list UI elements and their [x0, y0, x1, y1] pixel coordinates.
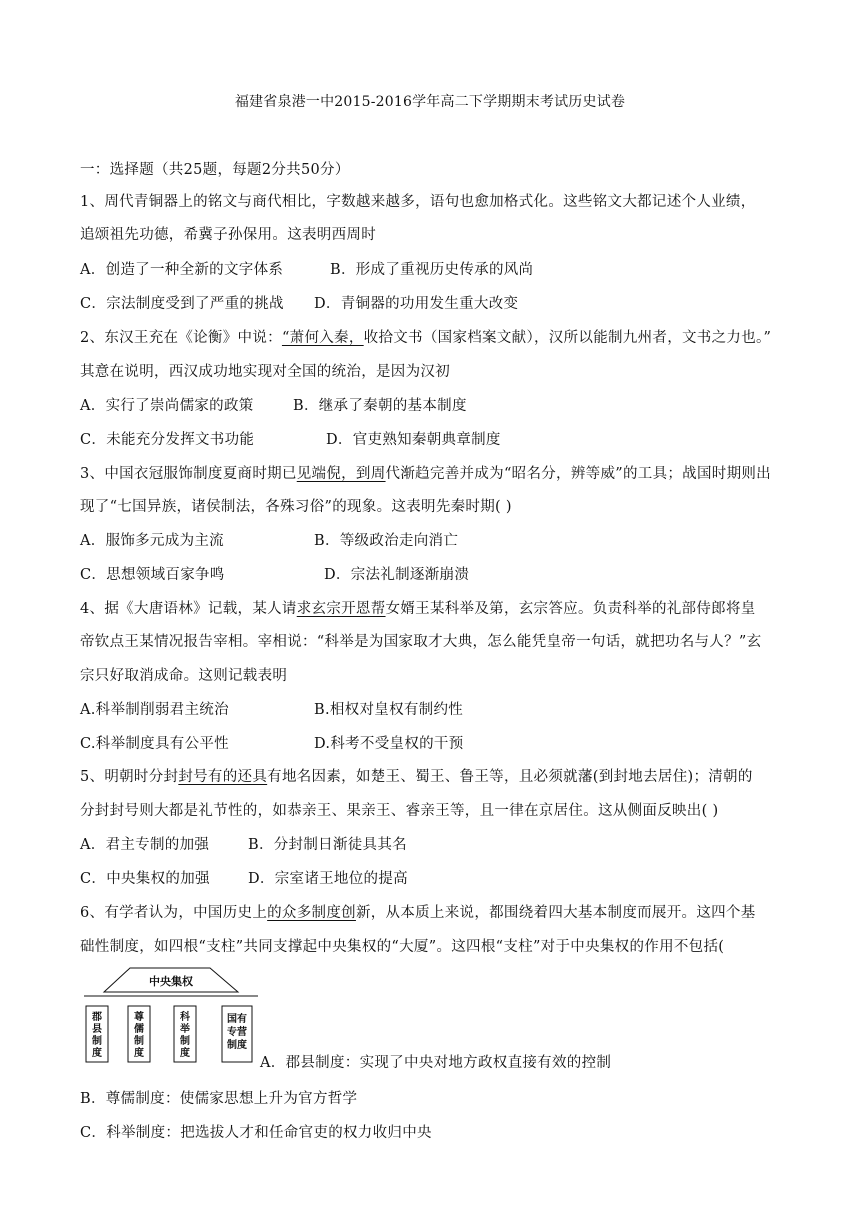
q4-option-b: B.相权对皇权有制约性 — [314, 702, 464, 718]
pillar-3-char: 科 — [180, 1012, 190, 1023]
q2-stem-line1 — [80, 328, 780, 348]
pillar-4-chars: 专营 — [227, 1027, 247, 1038]
pillar-1-char: 制 — [92, 1036, 102, 1047]
exam-title: 福建省泉港一中2015-2016学年高二下学期期末考试历史试卷 — [234, 94, 626, 110]
q1-option-a: A．创造了一种全新的文字体系 — [80, 262, 284, 278]
q4-stem-line3: 宗只好取消成命。这则记载表明 — [80, 668, 288, 684]
pillar-2-char: 制 — [134, 1036, 144, 1047]
q2-text-pre: 2、东汉王充在《论衡》中说： — [80, 330, 282, 346]
q4-stem-line1 — [80, 599, 780, 619]
pillar-4-chars: 国有 — [227, 1014, 247, 1025]
pillar-1-char: 度 — [92, 1048, 102, 1059]
q6-option-b: B．尊儒制度：使儒家思想上升为官方哲学 — [80, 1091, 358, 1107]
central-power-diagram-svg — [80, 966, 260, 1072]
q3-option-b: B．等级政治走向消亡 — [314, 533, 459, 549]
q4-stem-line2: 帝钦点王某情况报告宰相。宰相说：“科举是为国家取才大典，怎么能凭皇帝一句话，就把功名与人？”玄 — [80, 634, 762, 650]
pillar-2-char: 儒 — [134, 1024, 144, 1035]
q6-option-c: C．科举制度：把选拔人才和任命官吏的权力收归中央 — [80, 1125, 432, 1141]
q2-option-c: C．未能充分发挥文书功能 — [80, 432, 255, 448]
q2-underlined-text: “萧何入秦， — [281, 330, 364, 346]
q5-option-b: B．分封制日渐徒具其名 — [248, 837, 407, 853]
q2-stem-line2: 其意在说明，西汉成功地实现对全国的统治，是因为汉初 — [80, 364, 450, 380]
q5-stem-line2: 分封封号则大都是礼节性的，如恭亲王、果亲王、睿亲王等，且一律在京居住。这从侧面反映出( ) — [80, 803, 719, 819]
q1-stem-line1: 1、周代青铜器上的铭文与商代相比，字数越来越多，语句也愈加格式化。这些铭文大都记述个人业绩， — [80, 194, 756, 210]
roof-label: 中央集权 — [149, 975, 193, 988]
pillar-3-char: 度 — [180, 1048, 190, 1059]
pillar-1-char: 县 — [92, 1024, 102, 1035]
q4-text-pre: 4、据《大唐语林》记载，某人请 — [80, 601, 297, 617]
q5-stem-line1 — [80, 767, 780, 787]
section-heading: 一：选择题（共25题，每题2分共50分） — [80, 162, 350, 178]
q3-stem-line2: 现了“七国异族，诸侯制法，各殊习俗”的现象。这表明先秦时期( ) — [80, 499, 512, 515]
pillar-2-char: 度 — [134, 1048, 144, 1059]
q3-stem-line1 — [80, 464, 780, 484]
q2-text-post: 收拾文书（国家档案文献），汉所以能制九州者，文书之力也。” — [363, 330, 772, 346]
q4-text-post: 女婿王某科举及第，玄宗答应。负责科举的礼部侍郎将皇 — [385, 601, 756, 617]
q5-text-post: 有地名因素，如楚王、蜀王、鲁王等，且必须就藩(到封地去居住)；清朝的 — [267, 769, 753, 785]
q1-stem-line2: 追颂祖先功德，希冀子孙保用。这表明西周时 — [80, 227, 376, 243]
q6-text-pre: 6、有学者认为，中国历史上 — [80, 905, 268, 921]
q6-option-a: A．郡县制度：实现了中央对地方政权直接有效的控制 — [260, 1055, 612, 1071]
pillar-2-char: 尊 — [134, 1012, 144, 1023]
q5-option-d: D．宗室诸王地位的提高 — [248, 871, 408, 887]
q6-stem-line1 — [80, 903, 780, 923]
q6-underlined-text: 的众多制度创 — [267, 905, 356, 921]
pillar-3-char: 制 — [180, 1036, 190, 1047]
pillar-4-chars: 制度 — [227, 1040, 247, 1051]
pillar-3-char: 举 — [180, 1024, 190, 1035]
q2-option-d: D．官吏熟知秦朝典章制度 — [326, 432, 501, 448]
q2-option-a: A．实行了崇尚儒家的政策 — [80, 398, 254, 414]
q5-option-a: A．君主专制的加强 — [80, 837, 210, 853]
q1-option-d: D．青铜器的功用发生重大改变 — [314, 296, 519, 312]
q3-option-d: D．宗法礼制逐渐崩溃 — [324, 567, 470, 583]
q3-option-a: A．服饰多元成为主流 — [80, 533, 224, 549]
q1-option-c: C．宗法制度受到了严重的挑战 — [80, 296, 284, 312]
q3-option-c: C．思想领域百家争鸣 — [80, 567, 225, 583]
q6-text-post: 新，从本质上来说，都围绕着四大基本制度而展开。这四个基 — [355, 905, 756, 921]
pillar-1-char: 郡 — [92, 1012, 102, 1023]
q4-option-a: A.科举制削弱君主统治 — [80, 702, 229, 718]
q4-option-c: C.科举制度具有公平性 — [80, 736, 229, 752]
q4-option-d: D.科考不受皇权的干预 — [314, 736, 464, 752]
q5-text-pre: 5、明朝时分封 — [80, 769, 179, 785]
q3-text-post: 代渐趋完善并成为“昭名分，辨等威”的工具；战国时期则出 — [385, 466, 771, 482]
q4-underlined-text: 求玄宗开恩帮 — [296, 601, 386, 617]
q5-underlined-text: 封号有的还具 — [178, 769, 268, 785]
q3-text-pre: 3、中国衣冠服饰制度夏商时期已 — [80, 466, 297, 482]
q1-option-b: B．形成了重视历史传承的风尚 — [330, 262, 534, 278]
q6-stem-line2: 础性制度，如四根“支柱”共同支撑起中央集权的“大厦”。这四根“支柱”对于中央集权的作用不包括( — [80, 939, 725, 955]
central-power-diagram — [80, 966, 260, 1072]
q5-option-c: C．中央集权的加强 — [80, 871, 210, 887]
q2-option-b: B．继承了秦朝的基本制度 — [293, 398, 467, 414]
q3-underlined-text: 见端倪，到周 — [296, 466, 386, 482]
